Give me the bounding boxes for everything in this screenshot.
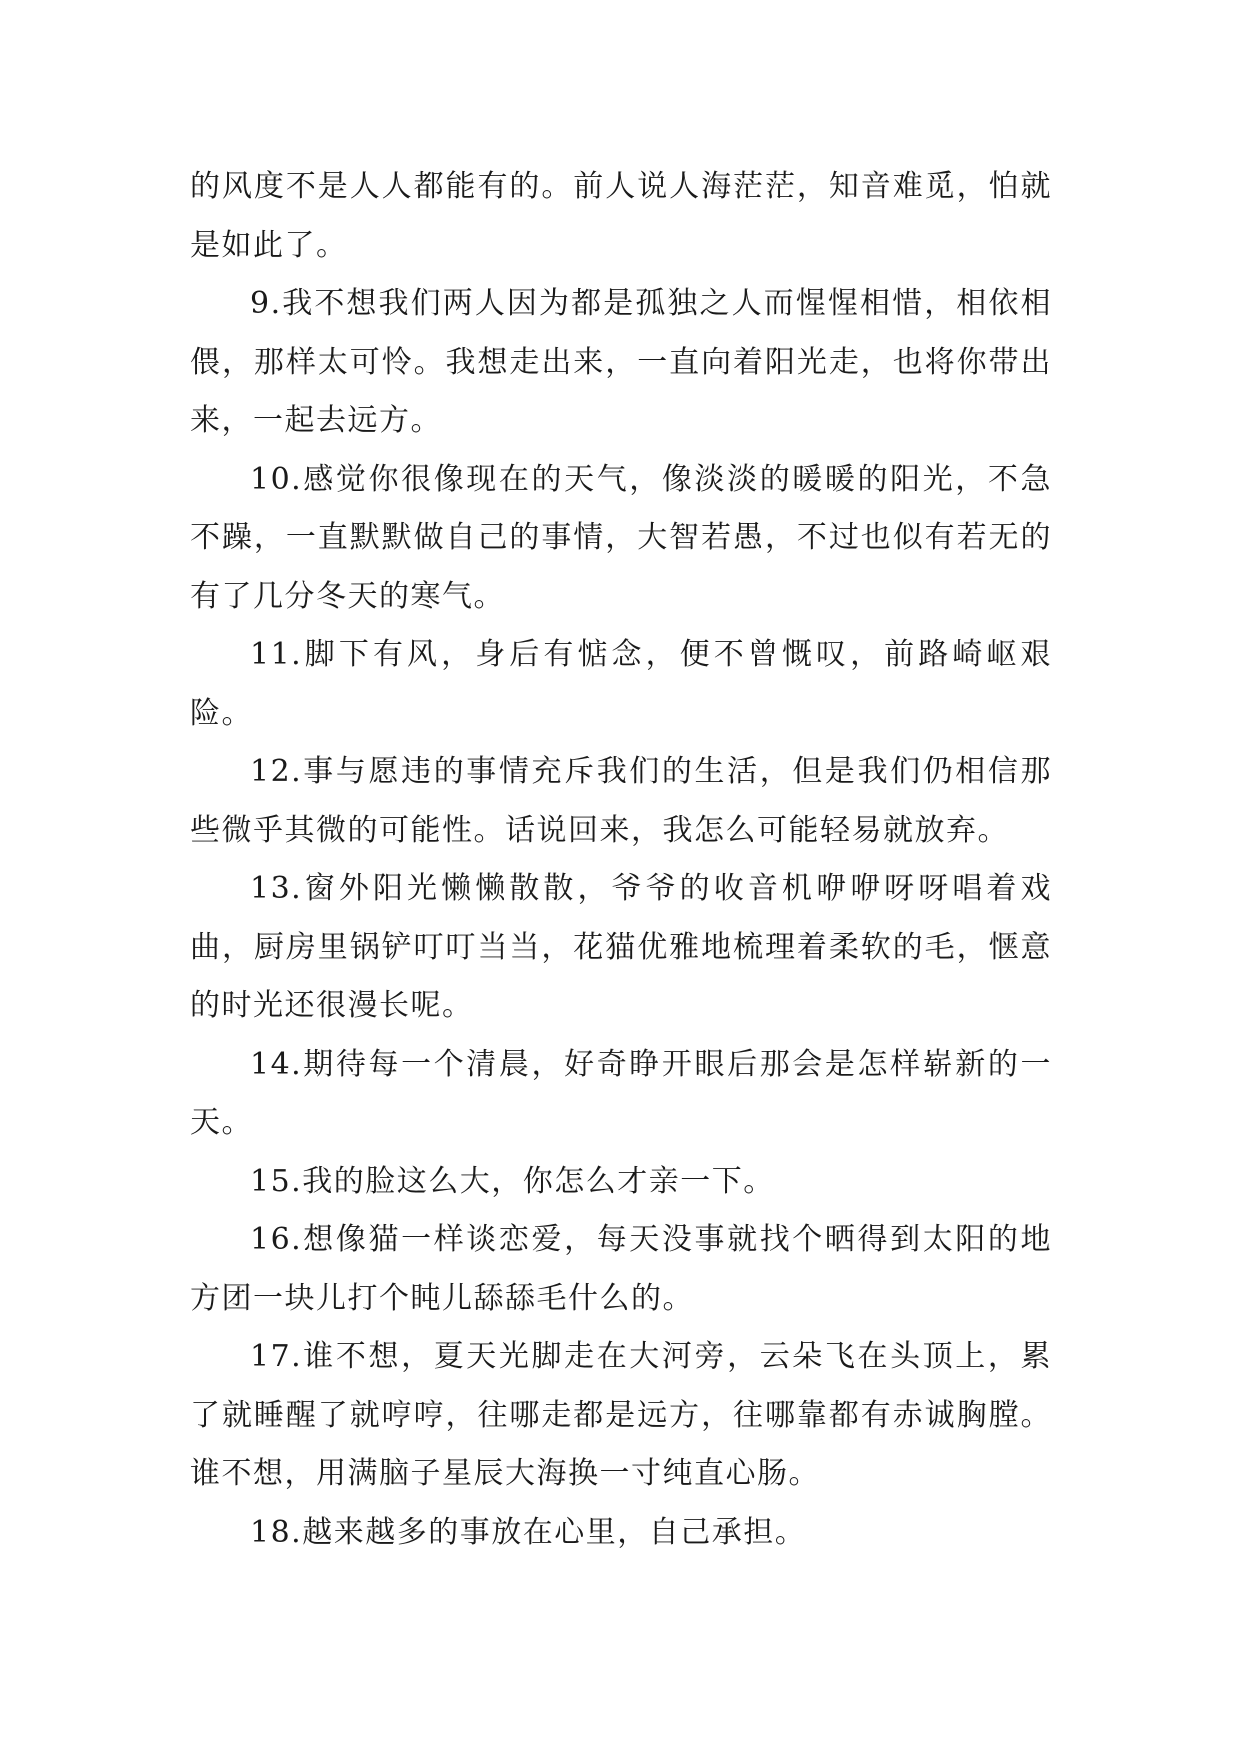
paragraph-item-9: 9.我不想我们两人因为都是孤独之人而惺惺相惜，相依相偎，那样太可怜。我想走出来，一直向着阳光走，也将你带出来，一起去远方。 [190,286,1052,438]
paragraph-item-12: 12.事与愿违的事情充斥我们的生活，但是我们仍相信那些微乎其微的可能性。话说回来，我怎么可能轻易就放弃。 [190,754,1052,848]
paragraph-item-16: 16.想像猫一样谈恋爱，每天没事就找个晒得到太阳的地方团一块儿打个盹儿舔舔毛什么的。 [190,1222,1052,1316]
paragraph-item-15: 15.我的脸这么大，你怎么才亲一下。 [250,1163,775,1199]
paragraph-item-13: 13.窗外阳光懒懒散散，爷爷的收音机咿咿呀呀唱着戏曲，厨房里锅铲叮叮当当，花猫优雅地梳理着柔软的毛，惬意的时光还很漫长呢。 [190,871,1052,1023]
paragraph-continuation: 的风度不是人人都能有的。前人说人海茫茫，知音难觅，怕就是如此了。 [190,169,1052,263]
paragraph-item-18: 18.越来越多的事放在心里，自己承担。 [250,1514,807,1550]
document-body [190,158,1052,1562]
paragraph-item-14: 14.期待每一个清晨，好奇睁开眼后那会是怎样崭新的一天。 [190,1046,1052,1140]
paragraph-item-17: 17.谁不想，夏天光脚走在大河旁，云朵飞在头顶上，累了就睡醒了就哼哼，往哪走都是远方，往哪靠都有赤诚胸膛。谁不想，用满脑子星辰大海换一寸纯直心肠。 [190,1339,1052,1491]
paragraph-item-11: 11.脚下有风，身后有惦念，便不曾慨叹，前路崎岖艰险。 [190,637,1052,731]
paragraph-item-10: 10.感觉你很像现在的天气，像淡淡的暖暖的阳光，不急不躁，一直默默做自己的事情，大智若愚，不过也似有若无的有了几分冬天的寒气。 [190,461,1052,614]
